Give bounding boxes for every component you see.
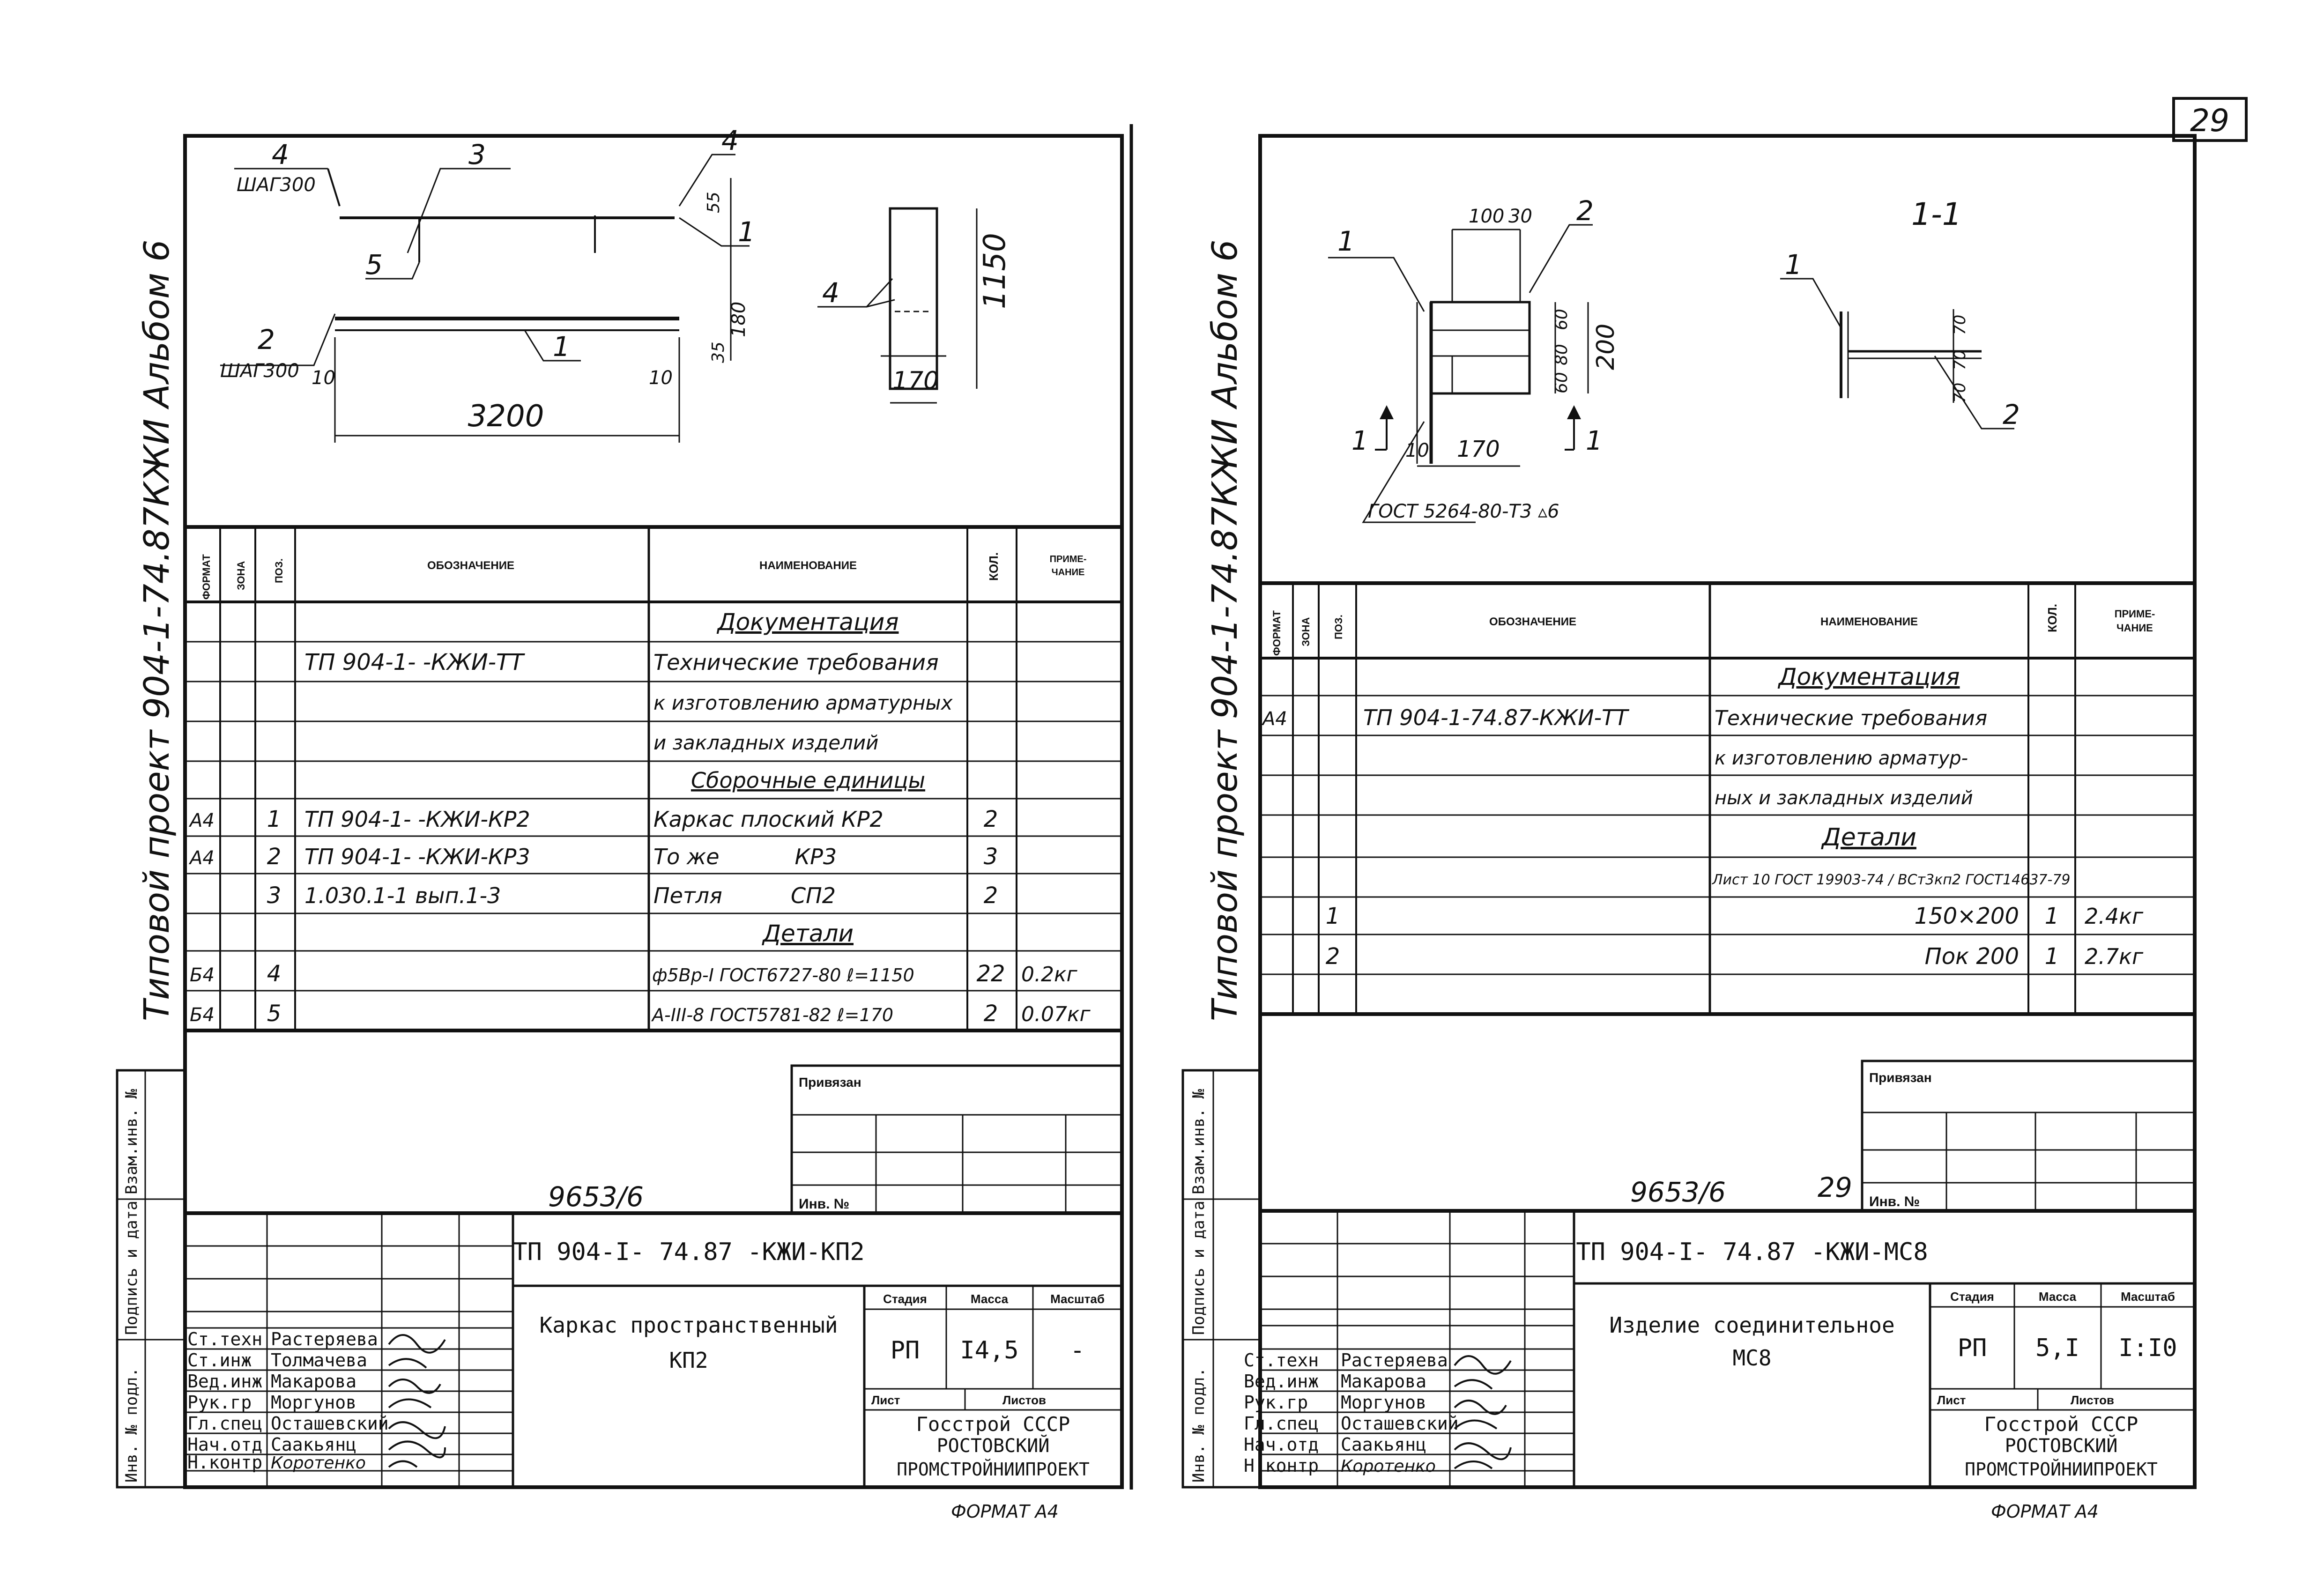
svg-text:150×200: 150×200 <box>1914 903 2019 929</box>
left-spec-header <box>200 552 1086 600</box>
right-org-3: ПРОМСТРОЙНИИПРОЕКТ <box>1965 1459 2158 1480</box>
svg-text:0.07кг: 0.07кг <box>1021 1002 1091 1026</box>
svg-text:Масса: Масса <box>970 1292 1009 1306</box>
svg-text:2: 2 <box>983 882 998 909</box>
svg-text:Листов: Листов <box>1002 1393 1046 1407</box>
svg-text:ЧАНИЕ: ЧАНИЕ <box>1051 567 1085 578</box>
spec-row <box>717 608 899 636</box>
svg-text:Осташевский: Осташевский <box>271 1413 389 1434</box>
spec-row <box>1821 823 1916 852</box>
page-number: 29 <box>2190 103 2229 139</box>
svg-text:Детали: Детали <box>1822 823 1916 852</box>
svg-text:ПРИМЕ-: ПРИМЕ- <box>1049 554 1087 564</box>
left-dim-35: 35 <box>709 341 728 363</box>
svg-text:3: 3 <box>983 844 998 870</box>
svg-text:Листов: Листов <box>2071 1393 2114 1407</box>
right-doc-code: ТП 904-I- 74.87 -КЖИ-МС8 <box>1576 1238 1928 1266</box>
right-dim-100: 100 <box>1469 206 1505 227</box>
left-side-stamp <box>117 1070 185 1487</box>
svg-text:ЗОНА: ЗОНА <box>235 561 247 590</box>
svg-text:Ст.техн: Ст.техн <box>187 1329 263 1349</box>
svg-text:22: 22 <box>976 961 1005 987</box>
svg-text:КОЛ.: КОЛ. <box>987 552 1001 581</box>
svg-text:1: 1 <box>1325 903 1340 929</box>
spec-row <box>653 731 878 754</box>
svg-text:Ст.инж: Ст.инж <box>187 1350 252 1371</box>
left-pos2: 2 <box>258 324 275 356</box>
svg-text:Каркас плоский КР2: Каркас плоский КР2 <box>653 807 884 832</box>
right-tied-label: Привязан <box>1869 1070 1932 1085</box>
right-dim-80: 80 <box>1552 344 1571 365</box>
spec-row <box>188 806 998 832</box>
left-inv-repl-label: Взам.инв. № <box>122 1089 141 1194</box>
svg-text:А-III-8 ГОСТ5781-82 ℓ=170: А-III-8 ГОСТ5781-82 ℓ=170 <box>652 1005 894 1025</box>
left-drawing <box>220 125 1012 443</box>
spec-row <box>1715 748 1968 769</box>
svg-text:ПРИМЕ-: ПРИМЕ- <box>2114 608 2155 620</box>
svg-text:Вед.инж: Вед.инж <box>187 1371 263 1392</box>
left-sheet <box>117 125 1122 1522</box>
left-doc-code: ТП 904-I- 74.87 -КЖИ-КП2 <box>512 1238 865 1266</box>
svg-text:ПОЗ.: ПОЗ. <box>1333 615 1344 639</box>
left-scale: - <box>1070 1336 1085 1364</box>
svg-text:Растеряева: Растеряева <box>271 1329 378 1349</box>
right-inv-orig-label: Инв. № подл. <box>1189 1367 1208 1483</box>
spec-row <box>190 961 1078 987</box>
left-pos4b: 4 <box>721 125 739 156</box>
left-signatures <box>187 1329 445 1473</box>
svg-text:к изготовлению арматур-: к изготовлению арматур- <box>1715 748 1968 769</box>
svg-text:ТП 904-1- -КЖИ-КР3: ТП 904-1- -КЖИ-КР3 <box>304 844 530 869</box>
right-stage: РП <box>1957 1334 1987 1362</box>
svg-text:1: 1 <box>2044 903 2059 929</box>
spec-row <box>691 768 925 793</box>
left-format-label: ФОРМАТ А4 <box>951 1501 1059 1522</box>
svg-text:ф5Вр-I ГОСТ6727-80 ℓ=1150: ф5Вр-I ГОСТ6727-80 ℓ=1150 <box>652 965 914 986</box>
svg-text:ФОРМАТ: ФОРМАТ <box>1271 610 1283 656</box>
left-spec-rows <box>188 608 1091 1027</box>
left-mass: I4,5 <box>960 1336 1019 1364</box>
svg-text:1: 1 <box>267 806 282 832</box>
svg-text:Ст.техн: Ст.техн <box>1244 1350 1319 1371</box>
svg-text:0.2кг: 0.2кг <box>1021 963 1077 986</box>
svg-text:Стадия: Стадия <box>883 1292 927 1306</box>
left-title-1: Каркас пространственный <box>539 1312 838 1338</box>
spec-row <box>1778 663 1960 690</box>
left-tied-label: Привязан <box>799 1075 861 1090</box>
right-inv-repl-label: Взам.инв. № <box>1189 1089 1208 1194</box>
spec-row <box>1261 705 1987 730</box>
svg-text:То же КР3: То же КР3 <box>653 844 837 869</box>
right-dim-170: 170 <box>1457 436 1500 462</box>
left-inv-label: Инв. № <box>799 1196 850 1212</box>
spec-row <box>762 920 854 947</box>
right-dim-60: 60 <box>1552 309 1571 330</box>
left-pos4a: 4 <box>272 139 289 171</box>
svg-text:ОБОЗНАЧЕНИЕ: ОБОЗНАЧЕНИЕ <box>1489 615 1576 628</box>
svg-text:Стадия: Стадия <box>1950 1290 1994 1304</box>
right-title-2: МС8 <box>1732 1345 1772 1371</box>
left-album-label: Типовой проект 904-1-74.87КЖИ Альбом 6 <box>137 239 177 1021</box>
svg-text:Нач.отд: Нач.отд <box>187 1434 263 1455</box>
left-pos1b: 1 <box>553 331 570 363</box>
svg-text:2: 2 <box>267 844 282 870</box>
svg-text:А4: А4 <box>190 847 215 869</box>
svg-text:Вед.инж: Вед.инж <box>1244 1371 1319 1392</box>
svg-text:А4: А4 <box>190 810 215 831</box>
left-sign-date-label: Подпись и дата <box>122 1201 141 1335</box>
left-step-top: ШАГ300 <box>237 174 316 196</box>
svg-text:Детали: Детали <box>762 920 854 947</box>
right-sheet <box>1183 136 2195 1522</box>
svg-text:Б4: Б4 <box>190 1004 215 1026</box>
right-pos1a: 1 <box>1337 225 1355 257</box>
svg-text:НАИМЕНОВАНИЕ: НАИМЕНОВАНИЕ <box>759 559 857 572</box>
svg-text:3: 3 <box>267 882 282 909</box>
right-dim-70c: 70 <box>1951 382 1969 403</box>
left-dim-180: 180 <box>728 301 750 337</box>
svg-text:4: 4 <box>267 961 282 987</box>
right-inv-label: Инв. № <box>1869 1194 1920 1209</box>
svg-text:Лист: Лист <box>871 1393 900 1407</box>
left-dim-10b: 10 <box>649 367 673 389</box>
spec-row <box>190 1001 1091 1027</box>
left-stage: РП <box>890 1336 920 1364</box>
svg-text:Гл.спец: Гл.спец <box>1244 1413 1319 1434</box>
svg-text:Н.контр: Н.контр <box>187 1452 263 1473</box>
right-org-1: Госстрой СССР <box>1984 1413 2138 1436</box>
svg-text:ЗОНА: ЗОНА <box>1300 617 1312 646</box>
spec-row <box>1326 943 2144 970</box>
svg-text:Нач.отд: Нач.отд <box>1244 1434 1319 1455</box>
right-cut-b: 1 <box>1586 426 1603 456</box>
svg-text:2: 2 <box>983 806 998 832</box>
svg-text:5: 5 <box>267 1001 282 1027</box>
right-gost: ГОСТ 5264-80-Т3 ▵6 <box>1368 501 1559 522</box>
svg-text:и закладных изделий: и закладных изделий <box>653 731 879 754</box>
svg-text:Документация: Документация <box>1778 663 1960 690</box>
svg-text:Осташевский: Осташевский <box>1341 1413 1459 1434</box>
svg-text:Коротенко: Коротенко <box>1341 1457 1436 1476</box>
svg-text:Сборочные единицы: Сборочные единицы <box>691 768 926 793</box>
left-org-3: ПРОМСТРОЙНИИПРОЕКТ <box>897 1459 1090 1480</box>
left-dim-10a: 10 <box>312 367 335 389</box>
svg-text:Моргунов: Моргунов <box>271 1392 357 1413</box>
left-dim-55: 55 <box>704 192 723 213</box>
svg-text:Технические требования: Технические требования <box>1715 706 1988 730</box>
svg-text:2: 2 <box>1325 943 1340 970</box>
left-pos3: 3 <box>468 139 486 171</box>
right-pos2a: 2 <box>1576 195 1594 227</box>
right-dim-10: 10 <box>1405 440 1429 461</box>
left-spec-table <box>185 527 1122 1031</box>
left-section-rect <box>890 208 937 389</box>
left-archive-no: 9653/6 <box>548 1181 644 1213</box>
svg-text:Толмачева: Толмачева <box>271 1350 367 1371</box>
svg-text:Лист: Лист <box>1937 1393 1966 1407</box>
svg-text:НАИМЕНОВАНИЕ: НАИМЕНОВАНИЕ <box>1820 615 1918 628</box>
right-sign-date-label: Подпись и дата <box>1189 1201 1208 1335</box>
spec-row <box>1715 787 1973 809</box>
svg-text:Масштаб: Масштаб <box>1050 1292 1105 1306</box>
right-cut-a: 1 <box>1351 426 1368 456</box>
svg-text:2.4кг: 2.4кг <box>2085 904 2144 929</box>
svg-text:Петля СП2: Петля СП2 <box>653 883 836 908</box>
svg-text:Макарова: Макарова <box>271 1371 357 1392</box>
svg-text:Гл.спец: Гл.спец <box>187 1413 263 1434</box>
right-spec-rows <box>1261 663 2144 970</box>
svg-text:Лист 10 ГОСТ 19903-74 / ВСт3кп: Лист 10 ГОСТ 19903-74 / ВСт3кп2 ГОСТ14637-79 <box>1712 872 2071 888</box>
svg-text:2: 2 <box>983 1001 998 1027</box>
left-signature-scribbles <box>389 1335 445 1467</box>
right-title-1: Изделие соединительное <box>1609 1312 1895 1338</box>
left-org-2: РОСТОВСКИЙ <box>936 1435 1050 1457</box>
left-dim-170: 170 <box>892 367 939 395</box>
left-pos1a: 1 <box>738 216 755 248</box>
right-mass: 5,I <box>2035 1334 2079 1362</box>
right-spec-header <box>1271 604 2155 656</box>
svg-text:к изготовлению арматурных: к изготовлению арматурных <box>653 691 953 714</box>
right-dim-70a: 70 <box>1951 314 1969 335</box>
svg-text:ПОЗ.: ПОЗ. <box>273 558 285 583</box>
spec-row <box>1326 903 2144 929</box>
svg-text:1: 1 <box>2044 943 2059 970</box>
right-plate <box>1431 302 1530 393</box>
spec-row <box>267 882 998 909</box>
right-dim-60b: 60 <box>1552 372 1571 393</box>
spec-row <box>1712 872 2071 888</box>
svg-text:Масса: Масса <box>2038 1290 2077 1304</box>
right-drawing <box>1328 195 2020 522</box>
svg-text:Технические требования: Технические требования <box>653 650 939 675</box>
svg-text:ОБОЗНАЧЕНИЕ: ОБОЗНАЧЕНИЕ <box>427 559 514 572</box>
svg-text:ных и закладных изделий: ных и закладных изделий <box>1715 787 1973 809</box>
left-dim-3200: 3200 <box>468 399 544 434</box>
right-scale: I:I0 <box>2118 1334 2177 1362</box>
left-dim-1150: 1150 <box>978 233 1012 309</box>
svg-text:ЧАНИЕ: ЧАНИЕ <box>2116 622 2153 634</box>
svg-text:Растеряева: Растеряева <box>1341 1350 1448 1371</box>
spec-row <box>304 649 939 675</box>
svg-text:2.7кг: 2.7кг <box>2085 944 2144 969</box>
right-archive-page: 29 <box>1818 1171 1852 1203</box>
svg-text:Моргунов: Моргунов <box>1341 1392 1427 1413</box>
svg-text:ТП 904-1- -КЖИ-КР2: ТП 904-1- -КЖИ-КР2 <box>304 807 530 832</box>
left-pos5: 5 <box>365 249 383 281</box>
right-dim-70b: 70 <box>1951 349 1969 370</box>
svg-text:Рук.гр: Рук.гр <box>1244 1392 1308 1413</box>
right-archive-no: 9653/6 <box>1630 1176 1726 1208</box>
left-org-1: Госстрой СССР <box>916 1413 1070 1436</box>
spec-row <box>188 844 998 870</box>
right-format-label: ФОРМАТ А4 <box>1991 1501 2099 1522</box>
svg-text:Документация: Документация <box>717 608 899 636</box>
svg-text:Коротенко: Коротенко <box>271 1453 366 1473</box>
left-inv-orig-label: Инв. № подл. <box>122 1367 141 1483</box>
right-dim-30: 30 <box>1508 206 1532 227</box>
right-pos1b: 1 <box>1785 249 1802 281</box>
right-dim-200: 200 <box>1592 323 1620 370</box>
svg-text:Саакьянц: Саакьянц <box>1341 1434 1427 1455</box>
svg-text:ТП 904-1- -КЖИ-ТТ: ТП 904-1- -КЖИ-ТТ <box>304 649 524 675</box>
svg-text:Н.контр: Н.контр <box>1244 1455 1319 1476</box>
right-section-title: 1-1 <box>1911 196 1962 232</box>
svg-text:Макарова: Макарова <box>1341 1371 1427 1392</box>
svg-text:Рук.гр: Рук.гр <box>187 1392 252 1413</box>
right-org-2: РОСТОВСКИЙ <box>2005 1435 2118 1457</box>
svg-text:1.030.1-1 вып.1-3: 1.030.1-1 вып.1-3 <box>304 883 501 908</box>
svg-text:Масштаб: Масштаб <box>2121 1290 2175 1304</box>
left-pos4c: 4 <box>822 277 839 309</box>
svg-text:КОЛ.: КОЛ. <box>2045 604 2059 632</box>
svg-text:Саакьянц: Саакьянц <box>271 1434 357 1455</box>
svg-text:Б4: Б4 <box>190 964 215 986</box>
svg-text:ТП 904-1-74.87-КЖИ-ТТ: ТП 904-1-74.87-КЖИ-ТТ <box>1363 705 1628 730</box>
svg-text:ФОРМАТ: ФОРМАТ <box>200 554 212 600</box>
svg-text:Пок 200: Пок 200 <box>1924 943 2019 970</box>
left-title-2: КП2 <box>669 1348 708 1373</box>
spec-row <box>653 691 953 714</box>
left-step-bottom: ШАГ300 <box>220 360 299 382</box>
right-album-label: Типовой проект 904-1-74.87КЖИ Альбом 6 <box>1205 239 1245 1021</box>
svg-text:А4: А4 <box>1262 708 1287 730</box>
right-pos2b: 2 <box>2003 399 2020 430</box>
